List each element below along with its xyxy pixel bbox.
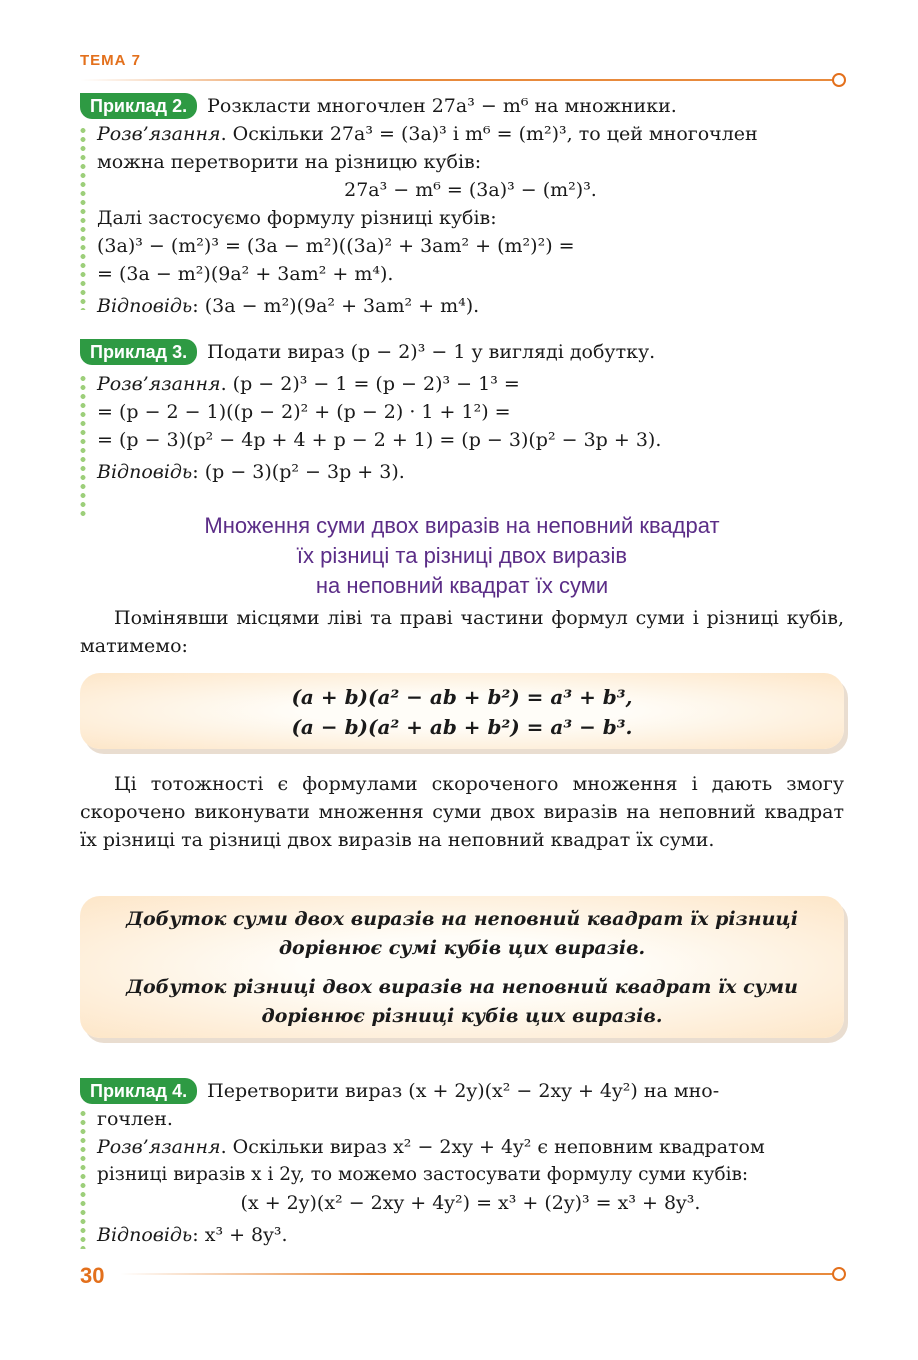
section-heading-line: на неповний квадрат їх суми — [315, 573, 609, 598]
solution-line: . Оскільки вираз x² − 2xy + 4y² є неповним квадратом — [220, 1136, 765, 1158]
rule-difference-of-cubes: Добуток різниці двох виразів на неповний квадрат їх суми дорівнює різниці кубів цих виразів. — [126, 976, 798, 1027]
example-2-task: Розкласти многочлен 27a³ − m⁶ на множники. — [207, 95, 677, 117]
solution-label: Розв’язання — [97, 373, 221, 395]
example-4-dots — [80, 1109, 86, 1249]
example-4-badge: Приклад 4. — [80, 1078, 197, 1104]
section-heading-line: їх різниці та різниці двох виразів — [296, 543, 628, 568]
answer-text: : (p − 3)(p² − 3p + 3). — [192, 461, 405, 483]
example-2-body — [97, 120, 844, 320]
header-rule-end-icon — [832, 73, 846, 87]
solution-line: = (p − 2 − 1)((p − 2)² + (p − 2) · 1 + 1²) = — [97, 401, 511, 423]
solution-line: можна перетворити на різницю кубів: — [97, 151, 482, 173]
example-4-task: Перетворити вираз (x + 2y)(x² − 2xy + 4y²) на мно- — [207, 1080, 720, 1102]
solution-line: = (p − 3)(p² − 4p + 4 + p − 2 + 1) = (p − 3)(p² − 3p + 3). — [97, 429, 662, 451]
solution-label: Розв’язання — [97, 1136, 221, 1158]
formula-sum-of-cubes: (a + b)(a² − ab + b²) = a³ + b³, — [291, 685, 633, 709]
page-number: 30 — [80, 1263, 105, 1288]
solution-formula: 27a³ − m⁶ = (3a)³ − (m²)³. — [344, 179, 597, 201]
solution-line: різниці виразів x і 2y, то можемо застосувати формулу суми кубів: — [97, 1164, 749, 1185]
solution-formula: (x + 2y)(x² − 2xy + 4y²) = x³ + (2y)³ = x³ + 8y³. — [240, 1192, 701, 1214]
example-2-header — [80, 92, 844, 120]
footer-rule — [120, 1273, 834, 1275]
answer-text: : (3a − m²)(9a² + 3am² + m⁴). — [192, 295, 480, 317]
solution-line: = (3a − m²)(9a² + 3am² + m⁴). — [97, 263, 394, 285]
example-4-body — [97, 1105, 844, 1249]
example-3 — [80, 338, 844, 486]
example-3-task: Подати вираз (p − 2)³ − 1 у вигляді добутку. — [207, 341, 656, 363]
answer-label: Відповідь — [97, 295, 193, 317]
solution-line: . (p − 2)³ − 1 = (p − 2)³ − 1³ = — [220, 373, 520, 395]
rule-sum-of-cubes: Добуток суми двох виразів на неповний квадрат їх різниці дорівнює сумі кубів цих виразів. — [126, 908, 798, 959]
topic-label: ТЕМА 7 — [80, 52, 142, 69]
header-rule — [80, 79, 834, 81]
footer-rule-end-icon — [832, 1267, 846, 1281]
section-heading-line: Множення суми двох виразів на неповний квадрат — [204, 513, 720, 538]
section-heading — [80, 511, 844, 601]
rule-box — [80, 896, 844, 1038]
answer-text: : x³ + 8y³. — [192, 1224, 288, 1246]
formula-box — [80, 673, 844, 749]
example-3-badge: Приклад 3. — [80, 339, 197, 365]
explanation-paragraph: Ці тотожності є формулами скороченого множення і дають змогу скорочено виконувати множення суми двох виразів на неповний квадрат їх різниці та різниці двох виразів на неповний квадрат їх суми. — [80, 773, 844, 851]
intro-paragraph: Помінявши місцями ліві та праві частини формул суми і різниці кубів, матимемо: — [80, 607, 844, 657]
formula-difference-of-cubes: (a − b)(a² + ab + b²) = a³ − b³. — [291, 715, 633, 739]
example-2-dots — [80, 126, 86, 310]
example-3-header — [80, 338, 844, 366]
example-2 — [80, 92, 844, 320]
example-2-badge: Приклад 2. — [80, 93, 197, 119]
solution-line: (3a)³ − (m²)³ = (3a − m²)((3a)² + 3am² + (m²)²) = — [97, 235, 575, 257]
solution-line: Далі застосуємо формулу різниці кубів: — [97, 207, 497, 229]
example-4-header — [80, 1077, 844, 1105]
example-4 — [80, 1077, 844, 1249]
solution-label: Розв’язання — [97, 123, 221, 145]
example-3-body — [97, 370, 844, 486]
answer-label: Відповідь — [97, 1224, 193, 1246]
example-3-dots — [80, 374, 86, 520]
example-4-task-continued: гочлен. — [97, 1108, 173, 1130]
solution-line: . Оскільки 27a³ = (3a)³ і m⁶ = (m²)³, то цей многочлен — [220, 123, 758, 145]
answer-label: Відповідь — [97, 461, 193, 483]
